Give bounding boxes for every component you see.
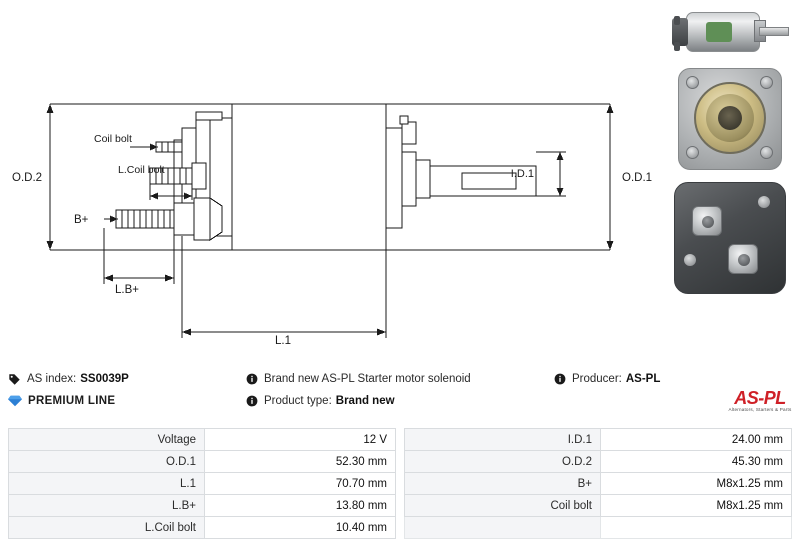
dim-label-od1: O.D.1 bbox=[622, 172, 653, 184]
terminal-bplus bbox=[692, 206, 722, 236]
as-index-value: SS0039P bbox=[80, 373, 129, 385]
spec-key: I.D.1 bbox=[405, 429, 601, 451]
dim-label-coil-bolt: Coil bolt bbox=[94, 133, 132, 145]
spec-value: 12 V bbox=[205, 429, 396, 451]
product-photo-rear-view[interactable] bbox=[662, 178, 798, 298]
product-type-label: Product type: bbox=[264, 395, 332, 407]
solenoid-label bbox=[706, 22, 732, 42]
diamond-icon bbox=[8, 394, 22, 408]
product-photo-front-view[interactable] bbox=[662, 64, 798, 174]
spec-table-left bbox=[8, 428, 396, 539]
dim-label-lbplus: L.B+ bbox=[115, 284, 139, 296]
product-photos bbox=[662, 2, 798, 350]
mounting-boss-bl bbox=[686, 146, 699, 159]
aspl-brand-logo bbox=[728, 390, 792, 412]
dim-label-l1: L.1 bbox=[275, 335, 291, 347]
premium-line-badge bbox=[8, 390, 238, 412]
info-col-producer bbox=[554, 368, 792, 412]
dim-label-od2: O.D.2 bbox=[12, 172, 43, 184]
spec-key: L.1 bbox=[9, 473, 205, 495]
terminal-stud-a bbox=[674, 16, 680, 25]
spec-key: Voltage bbox=[9, 429, 205, 451]
spec-key: O.D.1 bbox=[9, 451, 205, 473]
spec-key: L.B+ bbox=[9, 495, 205, 517]
rear-nub-right bbox=[758, 196, 770, 208]
dim-label-bplus: B+ bbox=[74, 214, 89, 226]
spec-value: 10.40 mm bbox=[205, 517, 396, 539]
solenoid-plunger-shaft bbox=[759, 27, 789, 36]
spec-value: 13.80 mm bbox=[205, 495, 396, 517]
table-row-empty bbox=[405, 517, 792, 539]
product-photo-side-view[interactable] bbox=[662, 2, 798, 64]
terminal-stud-b bbox=[674, 42, 680, 51]
spec-value bbox=[601, 517, 792, 539]
spec-value: 52.30 mm bbox=[205, 451, 396, 473]
specification-tables bbox=[8, 428, 792, 539]
spec-value: M8x1.25 mm bbox=[601, 473, 792, 495]
spec-key bbox=[405, 517, 601, 539]
as-index-label: AS index: bbox=[27, 373, 77, 385]
product-type-value: Brand new bbox=[335, 395, 395, 407]
product-description: Brand new AS-PL Starter motor solenoid bbox=[264, 373, 471, 385]
rear-nub-left bbox=[684, 254, 696, 266]
table-row bbox=[9, 429, 396, 451]
premium-line-label: PREMIUM LINE bbox=[28, 395, 116, 407]
mounting-boss-tl bbox=[686, 76, 699, 89]
spec-table-right bbox=[404, 428, 792, 539]
table-row bbox=[9, 451, 396, 473]
info-col-index bbox=[8, 368, 238, 412]
spec-key: L.Coil bolt bbox=[9, 517, 205, 539]
product-type-row bbox=[246, 390, 556, 412]
table-row bbox=[9, 473, 396, 495]
mounting-boss-tr bbox=[760, 76, 773, 89]
info-icon bbox=[246, 373, 258, 385]
table-row bbox=[405, 473, 792, 495]
spec-key: Coil bolt bbox=[405, 495, 601, 517]
info-icon bbox=[554, 373, 566, 385]
spec-key: O.D.2 bbox=[405, 451, 601, 473]
dim-label-id1: I.D.1 bbox=[510, 168, 534, 180]
producer-value: AS-PL bbox=[625, 373, 661, 385]
center-bore bbox=[718, 106, 742, 130]
tag-icon bbox=[8, 373, 21, 386]
description-row bbox=[246, 368, 556, 390]
mounting-boss-br bbox=[760, 146, 773, 159]
spec-key: B+ bbox=[405, 473, 601, 495]
info-icon bbox=[246, 395, 258, 407]
table-row bbox=[9, 517, 396, 539]
spec-value: M8x1.25 mm bbox=[601, 495, 792, 517]
info-col-description bbox=[246, 368, 556, 412]
dim-label-lcoil-bolt: L.Coil bolt bbox=[118, 164, 165, 176]
producer-row bbox=[554, 368, 792, 390]
spec-value: 24.00 mm bbox=[601, 429, 792, 451]
table-row bbox=[405, 495, 792, 517]
spec-value: 45.30 mm bbox=[601, 451, 792, 473]
terminal-coil-bolt bbox=[728, 244, 758, 274]
table-row bbox=[405, 451, 792, 473]
table-row bbox=[405, 429, 792, 451]
as-index-row bbox=[8, 368, 238, 390]
producer-label: Producer: bbox=[572, 373, 622, 385]
spec-value: 70.70 mm bbox=[205, 473, 396, 495]
table-row bbox=[9, 495, 396, 517]
aspl-logo-subtitle: Alternators, Starters & Parts bbox=[728, 407, 792, 412]
aspl-logo-text: AS-PL bbox=[734, 388, 786, 408]
product-info-bar bbox=[8, 368, 792, 420]
